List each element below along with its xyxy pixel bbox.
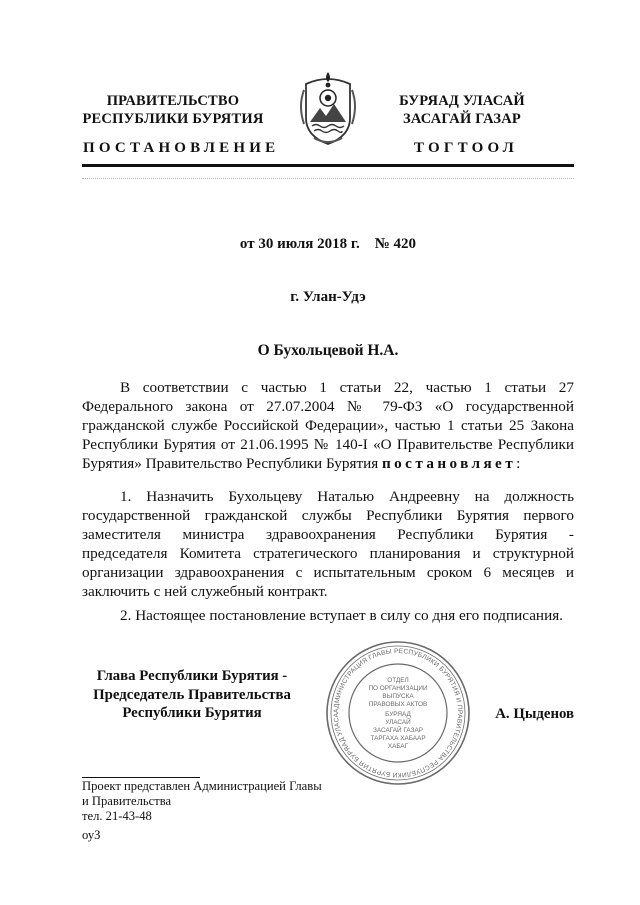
footer-rule — [82, 777, 200, 778]
stamp-outer-text: АДМИНИСТРАЦИЯ ГЛАВЫ РЕСПУБЛИКИ БУРЯТИЯ И ПРАВИТЕЛЬСТВА РЕСПУБЛИКИ БУРЯТИЯ БУРЯАД УЛАСА — [332, 647, 464, 779]
header-left-line2: РЕСПУБЛИКИ БУРЯТИЯ — [82, 111, 264, 127]
coat-of-arms-emblem — [296, 70, 360, 146]
header-right-line2: ЗАСАГАЙ ГАЗАР — [403, 111, 521, 127]
doc-type-left: ПОСТАНОВЛЕНИЕ — [83, 140, 280, 156]
header-rule — [82, 164, 574, 167]
signatory-title-line2: Председатель Правительства — [93, 686, 291, 703]
clause-2-text: 2. Настоящее постановление вступает в силу со дня его подписания. — [120, 607, 563, 624]
date-number: от 30 июля 2018 г. № 420 — [239, 236, 417, 252]
signatory-title — [82, 667, 302, 723]
city: г. Улан-Удэ — [290, 289, 366, 305]
preamble-verb: постановляет — [382, 455, 517, 472]
header-right — [388, 92, 536, 128]
preamble-colon: : — [516, 455, 521, 472]
footer-line1: Проект представлен Администрацией Главы — [82, 779, 322, 793]
header-right-line1: БУРЯАД УЛАСАЙ — [399, 93, 525, 109]
footer-line2: и Правительства — [82, 794, 172, 808]
signatory-name: А. Цыденов — [495, 706, 574, 722]
stamp-line: ВЫПУСКА — [382, 693, 414, 700]
footer-line3: тел. 21-43-48 — [82, 809, 152, 823]
footer-code: оуЗ — [82, 828, 101, 842]
stamp-line: ХАБАГ — [387, 743, 409, 750]
doc-type-right: ТОГТООЛ — [414, 140, 518, 156]
stamp-line: ОТДЕЛ — [387, 677, 409, 684]
stamp-line: ПО ОРГАНИЗАЦИИ — [368, 685, 428, 692]
header-left-line1: ПРАВИТЕЛЬСТВО — [106, 93, 240, 109]
header-left — [82, 92, 264, 128]
stamp-line: ТАРГАХА ХАБААР — [370, 735, 426, 742]
preamble-text: В соответствии с частью 1 статьи 22, частью 1 статьи 27 Федерального закона от 27.07.2004 № 79-ФЗ «О государственной гражданской службе Российской Федерации», частью 1 статьи 25 Закона Республики Бурятия от 21.06.1995 № 140-I «О Правительстве Республики Бурятия» Правительство Республики Бурятия — [82, 379, 574, 472]
stamp-line: ЗАСАГАЙ ГАЗАР — [373, 727, 423, 734]
clause-1-text: 1. Назначить Бухольцеву Наталью Андреевну на должность государственной гражданской службы Республики Бурятия первого заместителя министра здравоохранения Республики Бурятия - председателя Комитета стратегического планирования и структурной организации здравоохранения с испытательным сроком 6 месяцев и заключить с ней служебный контракт. — [82, 488, 574, 600]
stamp-line: БУРЯАД — [385, 711, 411, 718]
official-seal-stamp — [324, 640, 472, 786]
signatory-title-line1: Глава Республики Бурятия - — [96, 668, 288, 684]
clause-1 — [82, 487, 574, 601]
subject-title: О Бухольцевой Н.А. — [257, 342, 399, 359]
preamble-paragraph — [82, 378, 574, 473]
footer-note — [82, 779, 382, 824]
stamp-line: УЛАСАЙ — [385, 719, 411, 726]
header-dotted-line — [82, 178, 574, 180]
signatory-title-line3: Республики Бурятия — [122, 705, 262, 721]
stamp-line: ПРАВОВЫХ АКТОВ — [368, 701, 428, 708]
clause-2 — [82, 606, 574, 625]
